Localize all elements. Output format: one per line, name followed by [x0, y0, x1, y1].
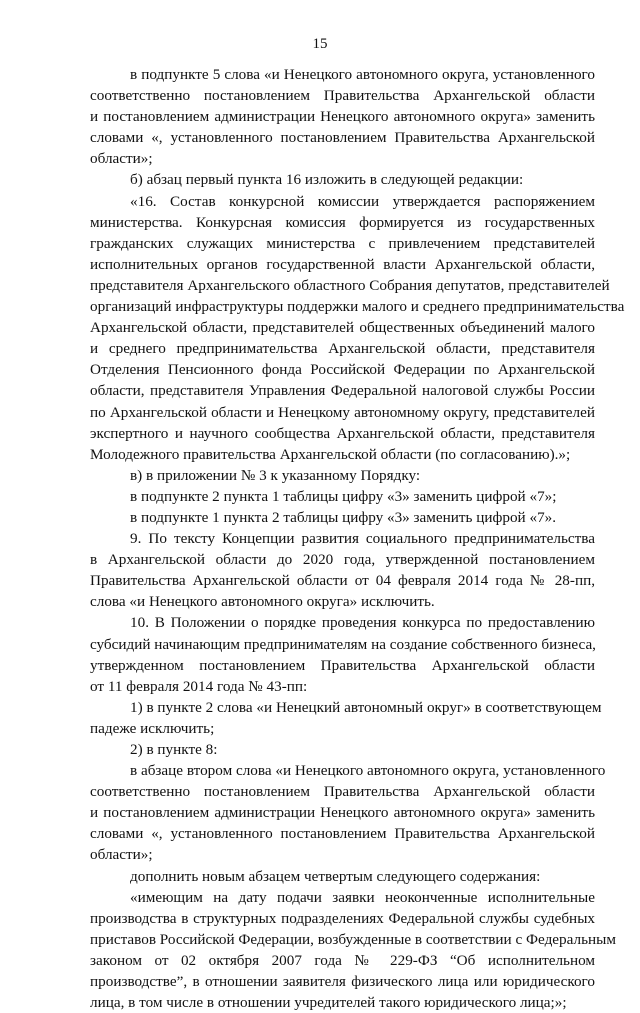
text-line: слова «и Ненецкого автономного округа» исключить.: [90, 593, 435, 611]
text-line: словами «, установленного постановлением Правительства Архангельской: [90, 129, 595, 147]
text-line: области»;: [90, 150, 153, 168]
text-line: 1) в пункте 2 слова «и Ненецкий автономный округ» в соответствующем: [130, 698, 602, 716]
text-line: в подпункте 2 пункта 1 таблицы цифру «3» заменить цифрой «7»;: [130, 487, 557, 505]
text-line: исполнительных органов государственной власти Архангельской области,: [90, 255, 595, 273]
document-body: [90, 64, 625, 1013]
text-line: соответственно постановлением Правительства Архангельской области: [90, 87, 595, 105]
text-line: дополнить новым абзацем четвертым следующего содержания:: [130, 867, 541, 885]
text-line: в подпункте 5 слова «и Ненецкого автономного округа, установленного: [130, 66, 595, 83]
text-line: 2) в пункте 8:: [130, 741, 218, 758]
text-line: словами «, установленного постановлением Правительства Архангельской: [90, 825, 595, 843]
text-line: б) абзац первый пункта 16 изложить в следующей редакции:: [130, 171, 524, 189]
text-line: соответственно постановлением Правительства Архангельской области: [90, 783, 595, 801]
text-line: Отделения Пенсионного фонда Российской Федерации по Архангельской: [90, 361, 595, 379]
text-line: падеже исключить;: [90, 719, 215, 737]
text-line: 9. По тексту Концепции развития социального предпринимательства: [130, 530, 595, 548]
text-line: лица, в том числе в отношении учредителей такого юридического лица;»;: [90, 994, 567, 1012]
text-line: 10. В Положении о порядке проведения конкурса по предоставлению: [130, 614, 595, 632]
text-line: субсидий начинающим предпринимателям на создание собственного бизнеса,: [90, 635, 596, 653]
text-line: экспертного и научного сообщества Архангельской области, представителя: [90, 424, 595, 442]
text-line: и среднего предпринимательства Архангельской области, представителя: [90, 340, 595, 358]
text-line: организаций инфраструктуры поддержки малого и среднего предпринимательства: [90, 298, 625, 316]
text-line: «16. Состав конкурсной комиссии утверждается распоряжением: [130, 192, 595, 210]
text-line: в абзаце втором слова «и Ненецкого автономного округа, установленного: [130, 762, 606, 780]
text-line: Архангельской области, представителей общественных объединений малого: [90, 319, 595, 337]
text-line: в) в приложении № 3 к указанному Порядку:: [130, 466, 421, 484]
text-line: и постановлением администрации Ненецкого автономного округа» заменить: [90, 108, 595, 126]
text-line: представителя Архангельского областного Собрания депутатов, представителей: [90, 276, 610, 294]
text-line: «имеющим на дату подачи заявки неоконченные исполнительные: [130, 888, 595, 906]
text-line: Правительства Архангельской области от 04 февраля 2014 года № 28-пп,: [90, 572, 595, 590]
page-number: 15: [312, 36, 328, 52]
text-line: министерства. Конкурсная комиссия формируется из государственных: [90, 213, 595, 231]
text-line: производстве”, в отношении заявителя физического лица или юридического: [90, 973, 595, 991]
text-line: по Архангельской области и Ненецкому автономному округу, представителей: [90, 403, 595, 421]
text-line: Молодежного правительства Архангельской области (по согласованию).»;: [90, 445, 571, 463]
text-line: приставов Российской Федерации, возбужденные в соответствии с Федеральным: [90, 930, 616, 948]
text-line: утвержденном постановлением Правительства Архангельской области: [90, 656, 595, 674]
text-line: области»;: [90, 846, 153, 864]
text-line: производства в структурных подразделениях Федеральной службы судебных: [90, 909, 595, 927]
text-line: гражданских служащих министерства с привлечением представителей: [90, 234, 595, 252]
text-line: в подпункте 1 пункта 2 таблицы цифру «3» заменить цифрой «7».: [130, 508, 557, 526]
text-line: законом от 02 октября 2007 года № 229-ФЗ “Об исполнительном: [90, 951, 595, 969]
text-line: и постановлением администрации Ненецкого автономного округа» заменить: [90, 804, 595, 822]
text-line: от 11 февраля 2014 года № 43-пп:: [90, 677, 308, 695]
text-line: в Архангельской области до 2020 года, утвержденной постановлением: [90, 551, 595, 569]
text-line: области, представителя Управления Федеральной налоговой службы России: [90, 382, 595, 400]
